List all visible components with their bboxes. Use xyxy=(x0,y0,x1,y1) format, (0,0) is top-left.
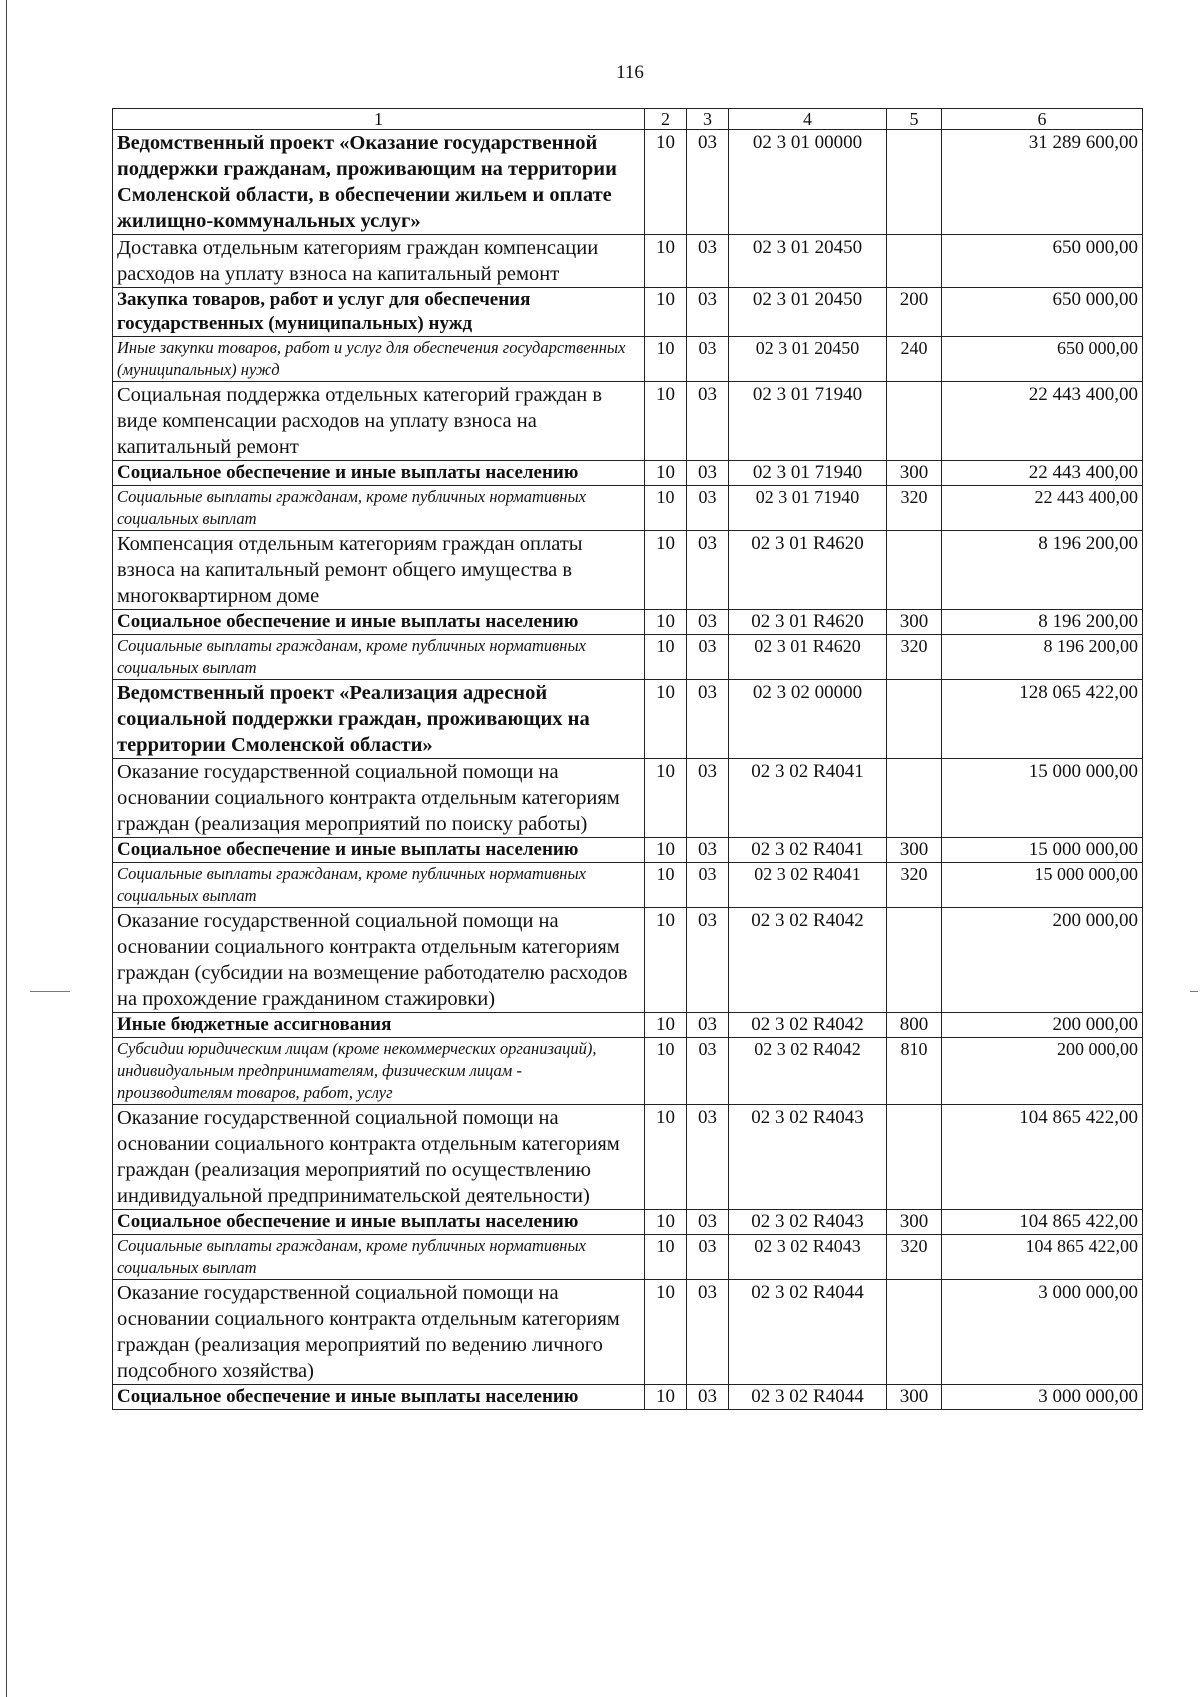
table-row xyxy=(113,337,1143,382)
table-row xyxy=(113,235,1143,288)
subsection-cell: 03 xyxy=(687,337,729,382)
table-row xyxy=(113,610,1143,635)
section-cell: 10 xyxy=(645,1038,687,1105)
target-code-cell: 02 3 02 R4043 xyxy=(729,1235,887,1280)
target-code-cell: 02 3 02 R4042 xyxy=(729,908,887,1013)
table-row xyxy=(113,1013,1143,1038)
row-name-cell: Социальное обеспечение и иные выплаты населению xyxy=(113,461,645,486)
amount-cell: 200 000,00 xyxy=(942,1038,1143,1105)
row-name-cell: Социальные выплаты гражданам, кроме публичных нормативных социальных выплат xyxy=(113,863,645,908)
row-name-cell: Ведомственный проект «Реализация адресной социальной поддержки граждан, проживающих на территории Смоленской области» xyxy=(113,680,645,759)
row-name-cell: Оказание государственной социальной помощи на основании социального контракта отдельным категориям граждан (реализация мероприятий по ведению личного подсобного хозяйства) xyxy=(113,1280,645,1385)
table-row xyxy=(113,1105,1143,1210)
section-cell: 10 xyxy=(645,461,687,486)
expense-kind-cell: 300 xyxy=(887,610,942,635)
subsection-cell: 03 xyxy=(687,486,729,531)
table-row xyxy=(113,130,1143,235)
amount-cell: 104 865 422,00 xyxy=(942,1235,1143,1280)
row-name-cell: Оказание государственной социальной помощи на основании социального контракта отдельным категориям граждан (реализация мероприятий по поиску работы) xyxy=(113,759,645,838)
target-code-cell: 02 3 01 00000 xyxy=(729,130,887,235)
target-code-cell: 02 3 02 R4043 xyxy=(729,1105,887,1210)
table-row xyxy=(113,461,1143,486)
expense-kind-cell: 800 xyxy=(887,1013,942,1038)
subsection-cell: 03 xyxy=(687,1013,729,1038)
expense-kind-cell: 240 xyxy=(887,337,942,382)
amount-cell: 22 443 400,00 xyxy=(942,461,1143,486)
expense-kind-cell xyxy=(887,130,942,235)
subsection-cell: 03 xyxy=(687,1038,729,1105)
section-cell: 10 xyxy=(645,486,687,531)
table-row xyxy=(113,382,1143,461)
amount-cell: 128 065 422,00 xyxy=(942,680,1143,759)
subsection-cell: 03 xyxy=(687,863,729,908)
target-code-cell: 02 3 02 R4044 xyxy=(729,1280,887,1385)
section-cell: 10 xyxy=(645,838,687,863)
target-code-cell: 02 3 01 71940 xyxy=(729,486,887,531)
section-cell: 10 xyxy=(645,1385,687,1410)
subsection-cell: 03 xyxy=(687,1210,729,1235)
table-row xyxy=(113,635,1143,680)
subsection-cell: 03 xyxy=(687,1280,729,1385)
target-code-cell: 02 3 01 20450 xyxy=(729,288,887,337)
amount-cell: 3 000 000,00 xyxy=(942,1385,1143,1410)
row-name-cell: Субсидии юридическим лицам (кроме некоммерческих организаций), индивидуальным предпринимателям, физическим лицам - производителям товаров, работ, услуг xyxy=(113,1038,645,1105)
expense-kind-cell xyxy=(887,531,942,610)
table-row xyxy=(113,838,1143,863)
table-row xyxy=(113,863,1143,908)
expense-kind-cell: 320 xyxy=(887,1235,942,1280)
expense-kind-cell xyxy=(887,235,942,288)
scan-mark xyxy=(1190,991,1198,992)
section-cell: 10 xyxy=(645,759,687,838)
row-name-cell: Ведомственный проект «Оказание государственной поддержки гражданам, проживающим на территории Смоленской области, в обеспечении жильем и оплате жилищно-коммунальных услуг» xyxy=(113,130,645,235)
subsection-cell: 03 xyxy=(687,759,729,838)
section-cell: 10 xyxy=(645,680,687,759)
amount-cell: 650 000,00 xyxy=(942,337,1143,382)
target-code-cell: 02 3 02 R4044 xyxy=(729,1385,887,1410)
column-header: 1 xyxy=(113,109,645,130)
expense-kind-cell: 300 xyxy=(887,1210,942,1235)
amount-cell: 22 443 400,00 xyxy=(942,382,1143,461)
target-code-cell: 02 3 01 20450 xyxy=(729,235,887,288)
column-header: 2 xyxy=(645,109,687,130)
target-code-cell: 02 3 01 20450 xyxy=(729,337,887,382)
target-code-cell: 02 3 02 R4041 xyxy=(729,863,887,908)
table-body xyxy=(113,130,1143,1410)
row-name-cell: Социальное обеспечение и иные выплаты населению xyxy=(113,1385,645,1410)
section-cell: 10 xyxy=(645,288,687,337)
table-row xyxy=(113,908,1143,1013)
target-code-cell: 02 3 01 R4620 xyxy=(729,635,887,680)
section-cell: 10 xyxy=(645,908,687,1013)
amount-cell: 8 196 200,00 xyxy=(942,635,1143,680)
subsection-cell: 03 xyxy=(687,610,729,635)
amount-cell: 22 443 400,00 xyxy=(942,486,1143,531)
header-row xyxy=(113,109,1143,130)
table-row xyxy=(113,1385,1143,1410)
subsection-cell: 03 xyxy=(687,1235,729,1280)
subsection-cell: 03 xyxy=(687,680,729,759)
section-cell: 10 xyxy=(645,382,687,461)
expense-kind-cell xyxy=(887,382,942,461)
column-header: 3 xyxy=(687,109,729,130)
expense-kind-cell xyxy=(887,1280,942,1385)
section-cell: 10 xyxy=(645,635,687,680)
table-row xyxy=(113,759,1143,838)
section-cell: 10 xyxy=(645,235,687,288)
table-row xyxy=(113,531,1143,610)
table-row xyxy=(113,1235,1143,1280)
section-cell: 10 xyxy=(645,1280,687,1385)
expense-kind-cell: 300 xyxy=(887,461,942,486)
subsection-cell: 03 xyxy=(687,531,729,610)
subsection-cell: 03 xyxy=(687,908,729,1013)
amount-cell: 15 000 000,00 xyxy=(942,759,1143,838)
amount-cell: 15 000 000,00 xyxy=(942,838,1143,863)
amount-cell: 8 196 200,00 xyxy=(942,610,1143,635)
table-row xyxy=(113,1038,1143,1105)
amount-cell: 31 289 600,00 xyxy=(942,130,1143,235)
section-cell: 10 xyxy=(645,531,687,610)
amount-cell: 8 196 200,00 xyxy=(942,531,1143,610)
target-code-cell: 02 3 02 R4043 xyxy=(729,1210,887,1235)
section-cell: 10 xyxy=(645,1105,687,1210)
subsection-cell: 03 xyxy=(687,461,729,486)
left-margin-line xyxy=(6,0,7,1697)
expense-kind-cell xyxy=(887,1105,942,1210)
subsection-cell: 03 xyxy=(687,235,729,288)
row-name-cell: Иные бюджетные ассигнования xyxy=(113,1013,645,1038)
expense-kind-cell: 200 xyxy=(887,288,942,337)
row-name-cell: Социальные выплаты гражданам, кроме публичных нормативных социальных выплат xyxy=(113,486,645,531)
expense-kind-cell: 300 xyxy=(887,1385,942,1410)
section-cell: 10 xyxy=(645,1013,687,1038)
row-name-cell: Социальная поддержка отдельных категорий граждан в виде компенсации расходов на уплату взноса на капитальный ремонт xyxy=(113,382,645,461)
subsection-cell: 03 xyxy=(687,130,729,235)
section-cell: 10 xyxy=(645,863,687,908)
target-code-cell: 02 3 01 R4620 xyxy=(729,610,887,635)
section-cell: 10 xyxy=(645,1235,687,1280)
expense-kind-cell xyxy=(887,680,942,759)
amount-cell: 650 000,00 xyxy=(942,235,1143,288)
target-code-cell: 02 3 01 71940 xyxy=(729,382,887,461)
amount-cell: 650 000,00 xyxy=(942,288,1143,337)
amount-cell: 3 000 000,00 xyxy=(942,1280,1143,1385)
table-row xyxy=(113,288,1143,337)
expense-kind-cell: 320 xyxy=(887,635,942,680)
row-name-cell: Компенсация отдельным категориям граждан оплаты взноса на капитальный ремонт общего имущества в многоквартирном доме xyxy=(113,531,645,610)
table-row xyxy=(113,1280,1143,1385)
row-name-cell: Социальные выплаты гражданам, кроме публичных нормативных социальных выплат xyxy=(113,635,645,680)
row-name-cell: Социальные выплаты гражданам, кроме публичных нормативных социальных выплат xyxy=(113,1235,645,1280)
section-cell: 10 xyxy=(645,610,687,635)
expense-kind-cell: 300 xyxy=(887,838,942,863)
section-cell: 10 xyxy=(645,130,687,235)
column-header: 6 xyxy=(942,109,1143,130)
target-code-cell: 02 3 02 R4042 xyxy=(729,1038,887,1105)
expense-kind-cell xyxy=(887,759,942,838)
table-row xyxy=(113,680,1143,759)
target-code-cell: 02 3 02 R4041 xyxy=(729,838,887,863)
target-code-cell: 02 3 02 00000 xyxy=(729,680,887,759)
column-header: 4 xyxy=(729,109,887,130)
row-name-cell: Социальное обеспечение и иные выплаты населению xyxy=(113,838,645,863)
row-name-cell: Оказание государственной социальной помощи на основании социального контракта отдельным категориям граждан (субсидии на возмещение работодателю расходов на прохождение гражданином стажировки) xyxy=(113,908,645,1013)
row-name-cell: Социальное обеспечение и иные выплаты населению xyxy=(113,1210,645,1235)
amount-cell: 104 865 422,00 xyxy=(942,1105,1143,1210)
budget-table xyxy=(112,108,1143,1410)
section-cell: 10 xyxy=(645,337,687,382)
column-header: 5 xyxy=(887,109,942,130)
row-name-cell: Оказание государственной социальной помощи на основании социального контракта отдельным категориям граждан (реализация мероприятий по осуществлению индивидуальной предпринимательской деятельности) xyxy=(113,1105,645,1210)
amount-cell: 104 865 422,00 xyxy=(942,1210,1143,1235)
row-name-cell: Закупка товаров, работ и услуг для обеспечения государственных (муниципальных) нужд xyxy=(113,288,645,337)
expense-kind-cell: 320 xyxy=(887,486,942,531)
subsection-cell: 03 xyxy=(687,1385,729,1410)
amount-cell: 200 000,00 xyxy=(942,908,1143,1013)
expense-kind-cell: 320 xyxy=(887,863,942,908)
amount-cell: 200 000,00 xyxy=(942,1013,1143,1038)
amount-cell: 15 000 000,00 xyxy=(942,863,1143,908)
subsection-cell: 03 xyxy=(687,1105,729,1210)
row-name-cell: Доставка отдельным категориям граждан компенсации расходов на уплату взноса на капитальный ремонт xyxy=(113,235,645,288)
subsection-cell: 03 xyxy=(687,635,729,680)
expense-kind-cell: 810 xyxy=(887,1038,942,1105)
target-code-cell: 02 3 02 R4041 xyxy=(729,759,887,838)
row-name-cell: Социальное обеспечение и иные выплаты населению xyxy=(113,610,645,635)
subsection-cell: 03 xyxy=(687,288,729,337)
subsection-cell: 03 xyxy=(687,382,729,461)
scan-mark xyxy=(30,991,70,992)
table-row xyxy=(113,1210,1143,1235)
target-code-cell: 02 3 01 R4620 xyxy=(729,531,887,610)
table-row xyxy=(113,486,1143,531)
expense-kind-cell xyxy=(887,908,942,1013)
page-number: 116 xyxy=(616,62,644,83)
row-name-cell: Иные закупки товаров, работ и услуг для обеспечения государственных (муниципальных) нужд xyxy=(113,337,645,382)
target-code-cell: 02 3 02 R4042 xyxy=(729,1013,887,1038)
target-code-cell: 02 3 01 71940 xyxy=(729,461,887,486)
section-cell: 10 xyxy=(645,1210,687,1235)
subsection-cell: 03 xyxy=(687,838,729,863)
